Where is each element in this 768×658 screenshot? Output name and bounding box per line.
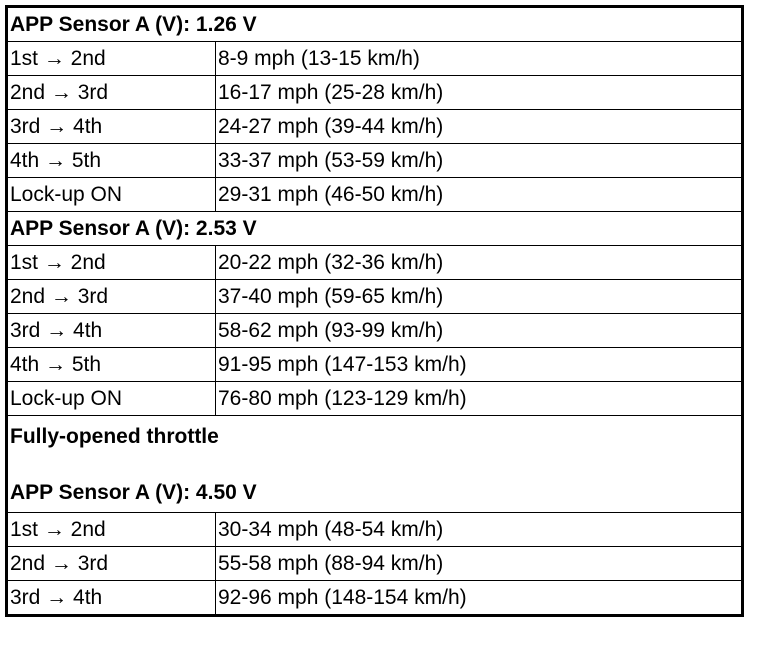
shift-cell: 4th → 5th — [7, 348, 216, 382]
section-heading-row — [7, 212, 743, 246]
speed-cell: 30-34 mph (48-54 km/h) — [216, 513, 743, 547]
shift-cell: 2nd → 3rd — [7, 76, 216, 110]
speed-cell: 58-62 mph (93-99 km/h) — [216, 314, 743, 348]
section-heading-block — [7, 416, 743, 513]
speed-cell: 55-58 mph (88-94 km/h) — [216, 547, 743, 581]
table-row — [7, 42, 743, 76]
speed-cell: 76-80 mph (123-129 km/h) — [216, 382, 743, 416]
shift-cell: 1st → 2nd — [7, 513, 216, 547]
shift-cell: 3rd → 4th — [7, 110, 216, 144]
speed-cell: 24-27 mph (39-44 km/h) — [216, 110, 743, 144]
table-row — [7, 513, 743, 547]
table-row — [7, 382, 743, 416]
table-row — [7, 246, 743, 280]
section-heading-row — [7, 7, 743, 42]
speed-cell: 20-22 mph (32-36 km/h) — [216, 246, 743, 280]
speed-cell: 37-40 mph (59-65 km/h) — [216, 280, 743, 314]
shift-cell: 3rd → 4th — [7, 581, 216, 616]
shift-cell: Lock-up ON — [7, 382, 216, 416]
shift-cell: 4th → 5th — [7, 144, 216, 178]
section-heading: APP Sensor A (V): 4.50 V — [10, 480, 257, 504]
shift-cell: 1st → 2nd — [7, 42, 216, 76]
speed-cell: 29-31 mph (46-50 km/h) — [216, 178, 743, 212]
section-heading: APP Sensor A (V): 1.26 V — [7, 7, 743, 42]
shift-speed-table — [5, 5, 744, 617]
shift-cell: 1st → 2nd — [7, 246, 216, 280]
speed-cell: 92-96 mph (148-154 km/h) — [216, 581, 743, 616]
shift-cell: 2nd → 3rd — [7, 547, 216, 581]
table-row — [7, 178, 743, 212]
shift-cell: 2nd → 3rd — [7, 280, 216, 314]
table-row — [7, 76, 743, 110]
table-row — [7, 280, 743, 314]
throttle-heading: Fully-opened throttle — [10, 424, 219, 448]
table-row — [7, 110, 743, 144]
table-row — [7, 348, 743, 382]
speed-cell: 33-37 mph (53-59 km/h) — [216, 144, 743, 178]
table-row — [7, 144, 743, 178]
shift-cell: Lock-up ON — [7, 178, 216, 212]
section-heading-row — [7, 416, 743, 513]
shift-cell: 3rd → 4th — [7, 314, 216, 348]
heading-spacer — [10, 450, 741, 479]
table-row — [7, 314, 743, 348]
speed-cell: 8-9 mph (13-15 km/h) — [216, 42, 743, 76]
speed-cell: 91-95 mph (147-153 km/h) — [216, 348, 743, 382]
speed-cell: 16-17 mph (25-28 km/h) — [216, 76, 743, 110]
table-row — [7, 547, 743, 581]
table-row — [7, 581, 743, 616]
section-heading: APP Sensor A (V): 2.53 V — [7, 212, 743, 246]
